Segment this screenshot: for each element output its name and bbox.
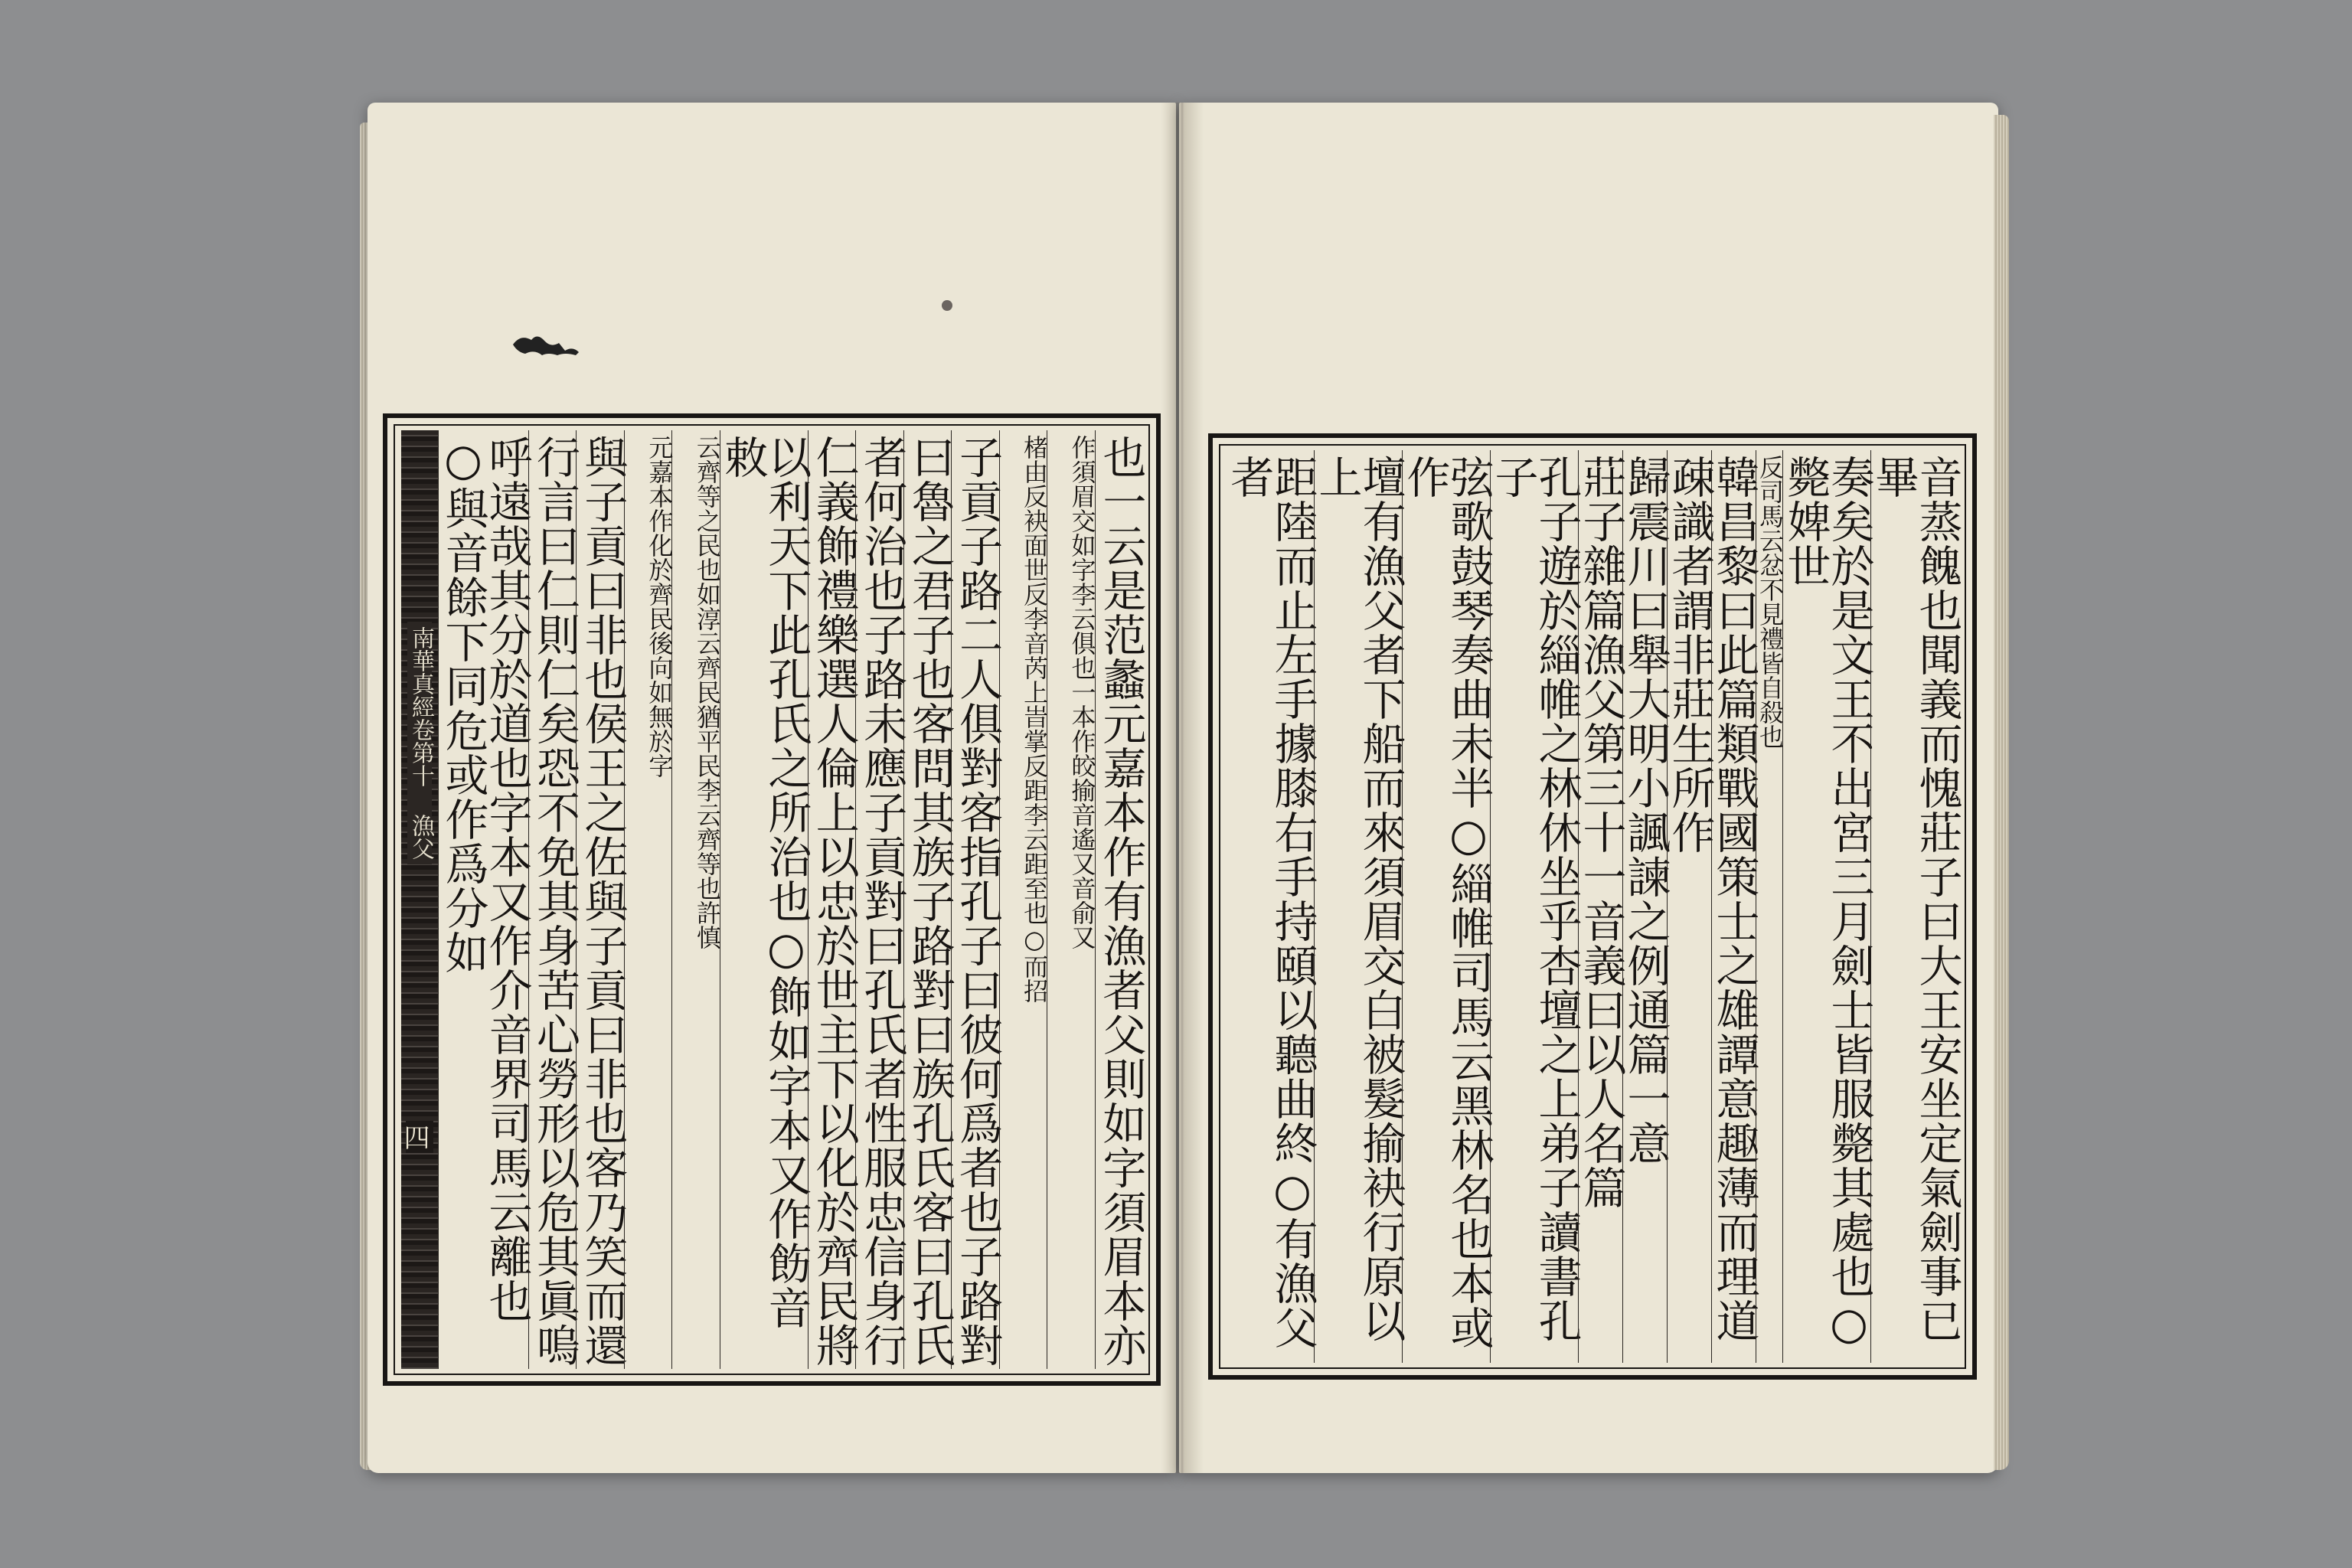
paper-speck	[942, 300, 952, 311]
text-column: 行言曰仁則仁矣恐不免其身苦心勞形以危其眞嗚	[528, 430, 576, 1369]
ink-mark	[511, 329, 580, 357]
left-text-frame	[383, 413, 1161, 1386]
right-text-frame	[1208, 433, 1977, 1380]
text-column: 奏矣於是文王不出宮三月劍士皆服斃其處也○斃婢世	[1782, 450, 1870, 1363]
text-column: 楮由反袂面世反李音芮上旹掌反距李云距至也○而招	[999, 430, 1047, 1369]
text-column: 孔子遊於緇帷之林休坐乎杏壇之上弟子讀書孔子	[1490, 450, 1578, 1363]
spine-title: 南華真經卷第十 漁父	[407, 622, 432, 864]
text-column: 莊子雜篇漁父第三十一音義曰以人名篇	[1578, 450, 1622, 1363]
text-column: 壇有漁父者下船而來須眉交白被髮揄袂行原以上	[1314, 450, 1402, 1363]
text-column: 疎識者謂非莊生所作	[1667, 450, 1711, 1363]
text-column: 子貢子路二人俱對客指孔子曰彼何爲者也子路對	[951, 430, 998, 1369]
left-text-columns	[438, 430, 1146, 1369]
text-column: 作須眉交如字李云俱也一本作皎揄音遙又音俞又	[1047, 430, 1094, 1369]
text-column: 以利天下此孔氏之所治也○飾如字本又作飭音敕	[720, 430, 808, 1369]
text-column: 韓昌黎曰此篇類戰國策士之雄譚意趣薄而理道	[1711, 450, 1756, 1363]
text-column: 與子貢曰非也侯王之佐與子貢曰非也客乃笑而還	[576, 430, 623, 1369]
text-column: 反司馬云忿不見禮皆自殺也	[1756, 450, 1782, 1363]
right-text-columns	[1223, 450, 1962, 1363]
text-column: 元嘉本作化於齊民後向如無於字	[624, 430, 671, 1369]
text-column: 也一云是范蠡元嘉本作有漁者父則如字須眉本亦	[1095, 430, 1142, 1369]
text-column: 曰魯之君子也客問其族子路對曰族孔氏客曰孔氏	[903, 430, 951, 1369]
book-gutter	[1161, 103, 1204, 1473]
text-column: 歸震川曰舉大明小諷諫之例通篇一意	[1622, 450, 1667, 1363]
text-column: 弦歌鼓琴奏曲未半○緇帷司馬云黑林名也本或作	[1402, 450, 1490, 1363]
right-page-edges	[1994, 115, 2009, 1470]
text-column: 呼遠哉其分於道也字本又作介音界司馬云離也○與音餘下同危或作爲分如	[438, 435, 533, 1323]
text-column: 者何治也子路未應子貢對曰孔氏者性服忠信身行	[855, 430, 903, 1369]
text-column: 仁義飾禮樂選人倫上以忠於世主下以化於齊民將	[808, 430, 855, 1369]
text-column: 音蒸餽也聞義而愧莊子曰大王安坐定氣劍事已畢	[1870, 450, 1958, 1363]
text-column: 距陸而止左手據膝右手持頤以聽曲終○有漁父者	[1223, 455, 1318, 1350]
leaf-number: 四	[406, 1121, 433, 1153]
fold-spine	[401, 430, 439, 1369]
text-column: 云齊等之民也如淳云齊民猶平民李云齊等也許慎	[671, 430, 719, 1369]
